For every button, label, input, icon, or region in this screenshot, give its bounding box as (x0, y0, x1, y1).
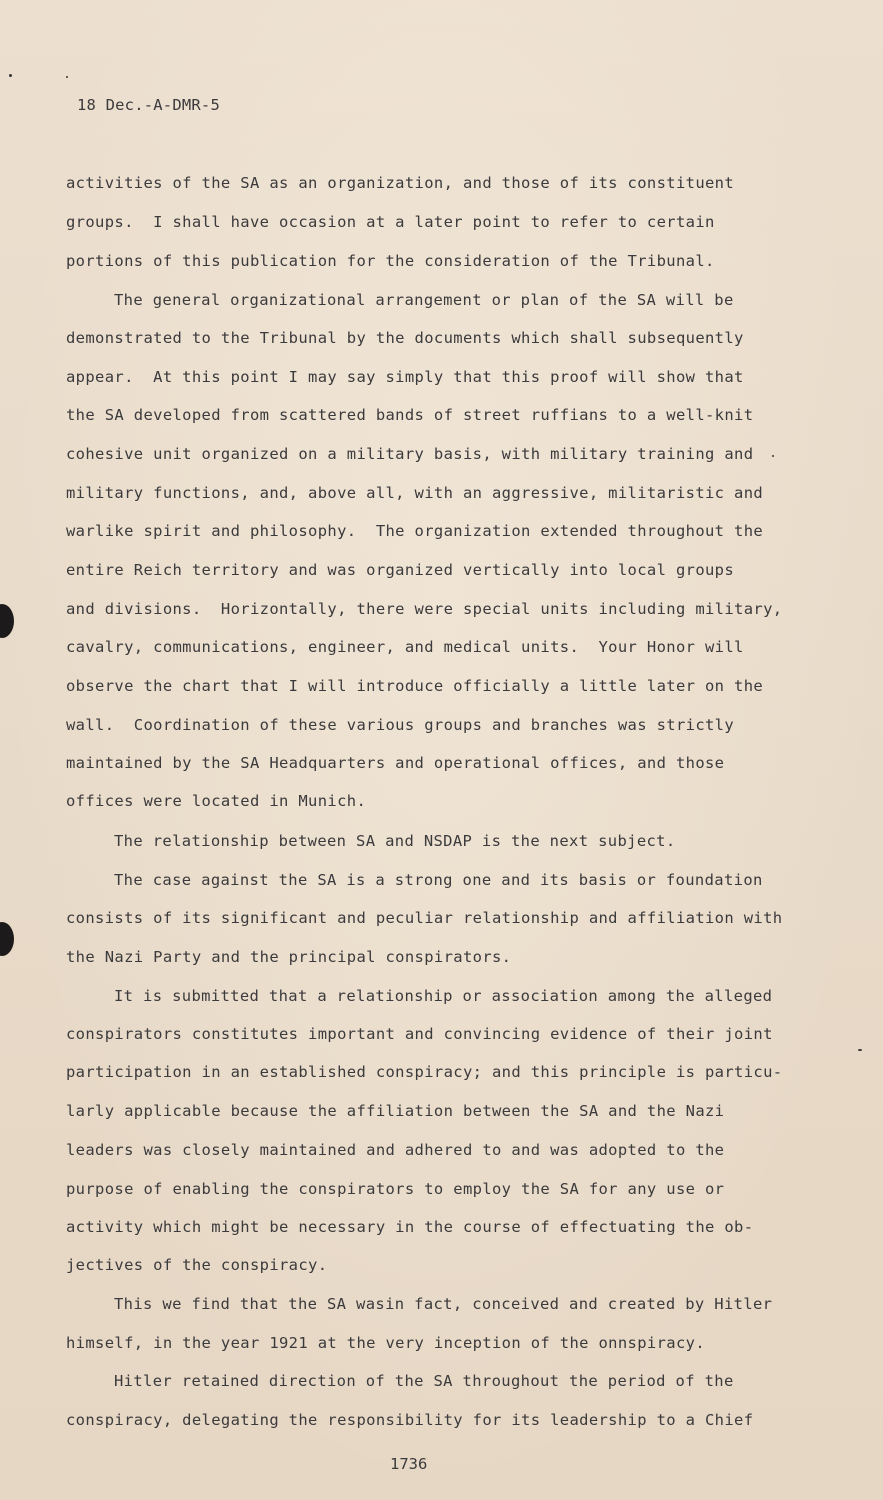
text-line: entire Reich territory and was organized vertically into local groups (66, 561, 735, 579)
binder-hole-upper (0, 604, 14, 638)
text-line: observe the chart that I will introduce officially a little later on the (66, 677, 764, 695)
text-line: maintained by the SA Headquarters and operational offices, and those (66, 754, 725, 772)
text-line: conspiracy, delegating the responsibility for its leadership to a Chief (66, 1411, 754, 1429)
text-line: military functions, and, above all, with an aggressive, militaristic and (66, 484, 764, 502)
text-line: purpose of enabling the conspirators to employ the SA for any use or (66, 1180, 725, 1198)
text-line: groups. I shall have occasion at a later point to refer to certain (66, 213, 715, 231)
paragraph-first-line: The relationship between SA and NSDAP is the next subject. (114, 832, 676, 850)
ink-speck (66, 76, 68, 78)
document-header: 18 Dec.-A-DMR-5 (77, 96, 220, 114)
text-line: offices were located in Munich. (66, 792, 367, 810)
paragraph-first-line: The case against the SA is a strong one and its basis or foundation (114, 871, 763, 889)
text-line: participation in an established conspiracy; and this principle is particu- (66, 1063, 783, 1081)
text-line: and divisions. Horizontally, there were special units including military, (66, 600, 783, 618)
text-line: demonstrated to the Tribunal by the documents which shall subsequently (66, 329, 744, 347)
text-line: jectives of the conspiracy. (66, 1256, 328, 1274)
text-line: activities of the SA as an organization, and those of its constituent (66, 174, 735, 192)
text-line: cohesive unit organized on a military basis, with military training and (66, 445, 754, 463)
text-line: the Nazi Party and the principal conspirators. (66, 948, 512, 966)
paragraph-first-line: It is submitted that a relationship or association among the alleged (114, 987, 773, 1005)
text-line: cavalry, communications, engineer, and medical units. Your Honor will (66, 638, 744, 656)
paragraph-first-line: Hitler retained direction of the SA throughout the period of the (114, 1372, 734, 1390)
ink-speck (772, 455, 774, 457)
text-line: leaders was closely maintained and adhered to and was adopted to the (66, 1141, 725, 1159)
paragraph-first-line: This we find that the SA wasin fact, conceived and created by Hitler (114, 1295, 773, 1313)
text-line: larly applicable because the affiliation between the SA and the Nazi (66, 1102, 725, 1120)
text-line: conspirators constitutes important and convincing evidence of their joint (66, 1025, 773, 1043)
text-line: wall. Coordination of these various groups and branches was strictly (66, 716, 735, 734)
text-line: warlike spirit and philosophy. The organization extended throughout the (66, 522, 764, 540)
paragraph-first-line: The general organizational arrangement or plan of the SA will be (114, 291, 734, 309)
text-line: himself, in the year 1921 at the very inception of the onnspiracy. (66, 1334, 705, 1352)
text-line: consists of its significant and peculiar relationship and affiliation with (66, 909, 783, 927)
ink-speck (858, 1049, 862, 1051)
page-number: 1736 (390, 1455, 428, 1473)
binder-hole-lower (0, 922, 14, 956)
text-line: activity which might be necessary in the course of effectuating the ob- (66, 1218, 754, 1236)
ink-speck (9, 74, 12, 77)
text-line: the SA developed from scattered bands of street ruffians to a well-knit (66, 406, 754, 424)
text-line: appear. At this point I may say simply that this proof will show that (66, 368, 744, 386)
text-line: portions of this publication for the consideration of the Tribunal. (66, 252, 715, 270)
